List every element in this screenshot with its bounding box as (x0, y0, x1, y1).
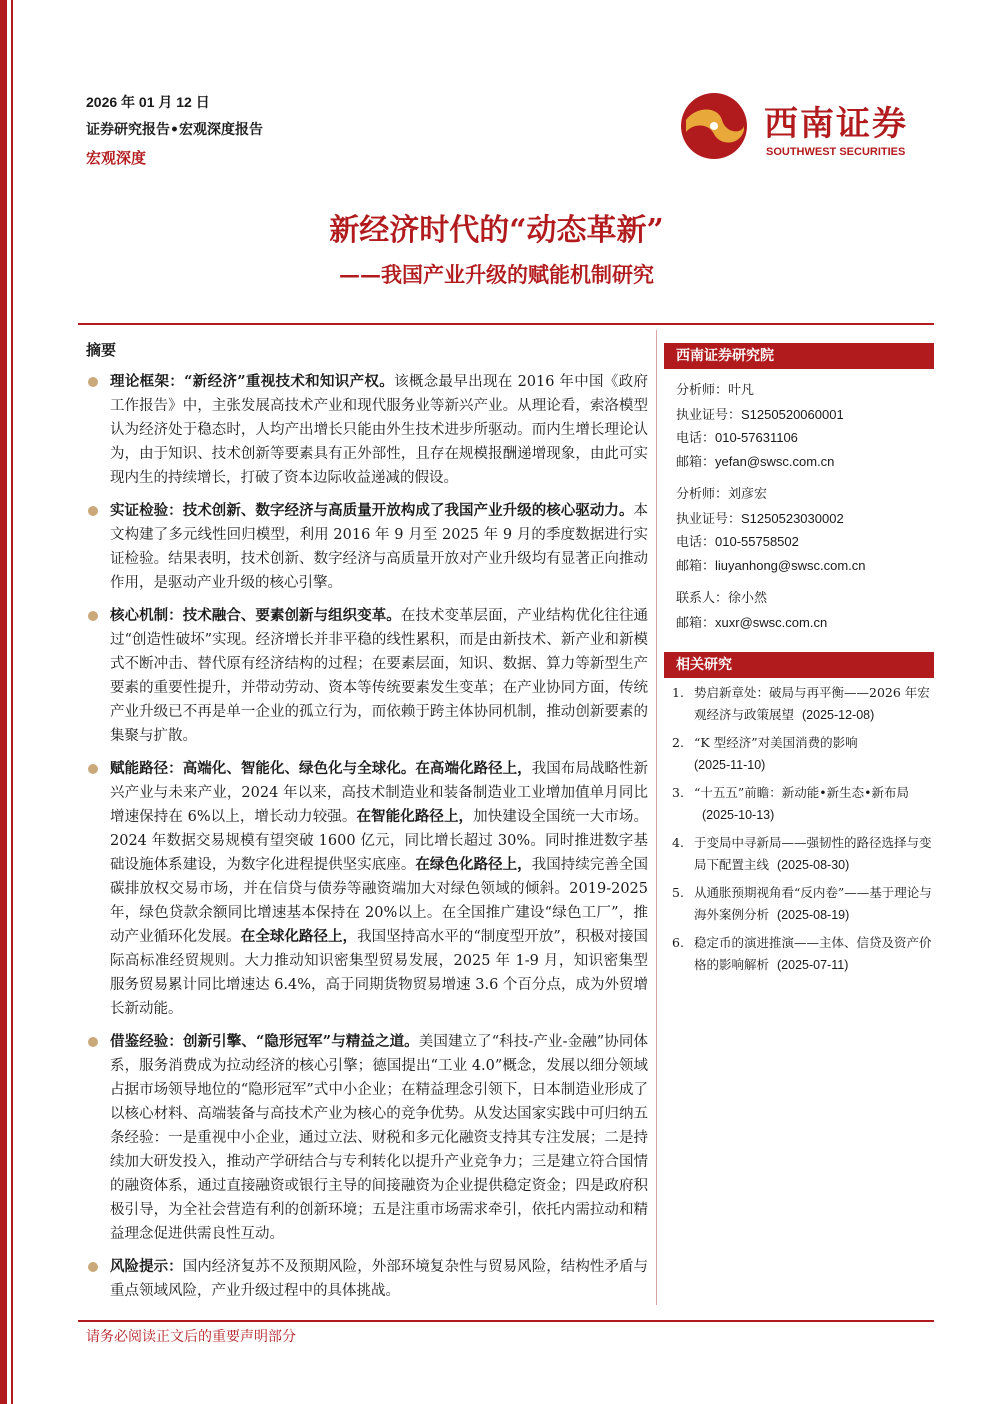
related-num: 6. (672, 935, 684, 950)
label: 执业证号： (676, 511, 742, 527)
label: 执业证号： (676, 407, 742, 423)
contact-name-row (676, 587, 931, 611)
logo-name-en: SOUTHWEST SECURITIES (766, 146, 906, 158)
abstract-item (86, 499, 648, 595)
path-global-text: 我国坚持高水平的“制度型开放”，积极对接国际高标准经贸规则。大力推动知识密集型贸易发展，2025 年 1-9 月，知识密集型服务贸易累计同比增速达 6.4%，高于同期货物贸易增速 3.6 个百分点，成为外贸增长新动能。 (110, 929, 649, 1017)
footer-notice: 请务必阅读正文后的重要声明部分 (86, 1329, 296, 1345)
abstract-item-text: 在技术变革层面，产业结构优化往往通过“创造性破坏”实现。经济增长并非平稳的线性累积，而是由新技术、新产业和新模式不断冲击、替代原有经济结构的过程；在要素层面，知识、数据、算力等新型生产要素的重要性提升，并带动劳动、资本等传统要素发生变革；在产业协同方面，传统产业升级已不再是单一企业的孤立行为，而依赖于跨主体协同机制，推动创新要素的集聚与扩散。 (110, 608, 649, 744)
abstract-heading: 摘要 (86, 341, 117, 359)
column-divider (656, 330, 657, 1305)
related-title: 势启新章处：破局与再平衡——2026 年宏观经济与政策展望 (694, 685, 930, 722)
path-smart-lead: 在智能化路径上， (356, 808, 474, 825)
abstract-item-lead: 借鉴经验：创新引擎、“隐形冠军”与精益之道。 (110, 1033, 419, 1050)
abstract-item (86, 757, 648, 1021)
related-num: 5. (672, 885, 684, 900)
abstract-item-lead: 实证检验：技术创新、数字经济与高质量开放构成了我国产业升级的核心驱动力。 (110, 502, 634, 519)
analyst-name: 刘彦宏 (728, 487, 768, 502)
related-research-header: 相关研究 (664, 652, 934, 678)
contact-email[interactable]: xuxr@swsc.com.cn (715, 614, 828, 630)
path-green-text: 我国持续完善全国碳排放权交易市场，并在信贷与债券等融资端加大对绿色领域的倾斜。2019-2025 年，绿色贷款余额同比增速基本保持在 20%以上。在全国推广建设“绿色工厂”，推动产业循环化发展。 (110, 857, 649, 945)
bullet-icon (88, 611, 98, 621)
bullet-icon (88, 1037, 98, 1047)
analyst-name: 叶凡 (728, 383, 755, 398)
abstract-item (86, 1030, 648, 1246)
analyst-info (676, 379, 931, 634)
analyst-email-row (676, 554, 931, 578)
report-type: 证券研究报告•宏观深度报告 (86, 122, 263, 138)
analyst-license: S1250523030002 (741, 510, 844, 526)
footer-divider (78, 1320, 934, 1322)
related-title: 于变局中寻新局——强韧性的路径选择与变局下配置主线 (694, 835, 932, 872)
analyst-phone: 010-57631106 (715, 430, 798, 445)
related-date: (2025-10-13) (702, 808, 775, 822)
abstract-item-text: 国内经济复苏不及预期风险，外部环境复杂性与贸易风险，结构性矛盾与重点领域风险，产业升级过程中的具体挑战。 (110, 1259, 649, 1299)
bullet-icon (88, 377, 98, 387)
label: 邮箱： (676, 558, 716, 574)
path-green-lead: 在绿色化路径上， (415, 856, 532, 873)
related-num: 1. (672, 685, 684, 700)
related-num: 4. (672, 835, 684, 850)
related-item[interactable] (672, 882, 932, 926)
analyst-email-row (676, 450, 931, 474)
analyst-phone-row (676, 530, 931, 554)
related-date: (2025-08-30) (777, 858, 850, 872)
analyst-phone: 010-55758502 (715, 534, 799, 549)
contact-name: 徐小然 (728, 591, 768, 606)
related-title: 稳定币的演进推演——主体、信贷及资产价格的影响解析 (694, 935, 932, 972)
analyst-license-row (676, 507, 931, 531)
report-subtitle: ——我国产业升级的赋能机制研究 (339, 262, 654, 287)
abstract-item-text: 该概念最早出现在 2016 年中国《政府工作报告》中，主张发展高技术产业和现代服务业等新兴产业。从理论看，索洛模型认为经济处于稳态时，人均产出增长只能由外生技术进步所驱动。而内生增长理论认为，由于知识、技术创新等要素具有正外部性，且存在规模报酬递增现象，由此可实现内生的持续增长，打破了资本边际收益递减的假设。 (110, 374, 648, 486)
report-date: 2026 年 01 月 12 日 (86, 94, 210, 110)
abstract-list (86, 370, 648, 1312)
abstract-item-lead: 赋能路径：高端化、智能化、绿色化与全球化。 (110, 760, 416, 777)
abstract-item-lead: 理论框架：“新经济”重视技术和知识产权。 (110, 373, 395, 390)
analyst-license-row (676, 403, 931, 427)
institute-header: 西南证券研究院 (664, 343, 934, 369)
related-num: 3. (672, 785, 684, 800)
logo-name-cn: 西南证券 (764, 104, 908, 144)
analyst-license: S1250520060001 (741, 406, 844, 422)
label: 分析师： (676, 487, 729, 502)
report-title: 新经济时代的“动态革新” (329, 213, 664, 248)
analyst-phone-row (676, 426, 931, 450)
path-highend-text: 我国布局战略性新兴产业与未来产业，2024 年以来，高技术制造业和装备制造业工业增加值单月同比增速保持在 6%以上，增长动力较强。 (110, 761, 649, 825)
analyst-name-row (676, 483, 931, 507)
company-logo (678, 90, 923, 162)
label: 分析师： (676, 383, 729, 398)
related-item[interactable] (672, 782, 932, 826)
abstract-item (86, 370, 648, 490)
related-date: (2025-12-08) (802, 708, 875, 722)
related-title: 从通胀预期视角看“反内卷”——基于理论与海外案例分析 (694, 885, 932, 922)
related-date: (2025-11-10) (694, 758, 766, 772)
abstract-item-lead: 核心机制：技术融合、要素创新与组织变革。 (110, 607, 401, 624)
label: 邮箱： (676, 454, 716, 470)
related-item[interactable] (672, 832, 932, 876)
path-smart-text: 加快建设全国统一大市场。2024 年数据交易规模有望突破 1600 亿元，同比增长超过 30%。同时推进数字基础设施体系建设，为数字化进程提供坚实底座。 (110, 809, 648, 873)
header-divider (78, 323, 934, 325)
logo-emblem-icon (678, 90, 750, 162)
path-highend-lead: 在高端化路径上， (415, 760, 532, 777)
abstract-item-text: 本文构建了多元线性回归模型，利用 2016 年 9 月至 2025 年 9 月的季度数据进行实证检验。结果表明，技术创新、数字经济与高质量开放对产业升级均有显著正向推动作用，是驱动产业升级的核心引擎。 (110, 503, 648, 591)
related-research-list (672, 682, 932, 982)
contact-email-row (676, 611, 931, 635)
label: 电话： (676, 431, 716, 446)
abstract-item (86, 604, 648, 748)
related-item[interactable] (672, 732, 932, 776)
label: 邮箱： (676, 615, 716, 631)
bullet-icon (88, 764, 98, 774)
related-date: (2025-07-11) (777, 958, 849, 972)
related-date: (2025-08-19) (777, 908, 850, 922)
bullet-icon (88, 1262, 98, 1272)
bullet-icon (88, 506, 98, 516)
path-global-lead: 在全球化路径上， (240, 928, 358, 945)
abstract-item (86, 1255, 648, 1303)
related-item[interactable] (672, 932, 932, 976)
abstract-item-lead: 风险提示： (110, 1258, 183, 1275)
analyst-email[interactable]: yefan@swsc.com.cn (715, 453, 835, 469)
report-category: 宏观深度 (86, 149, 147, 167)
label: 联系人： (676, 591, 729, 606)
label: 电话： (676, 535, 716, 550)
related-title: “K 型经济”对美国消费的影响 (694, 735, 858, 750)
related-item[interactable] (672, 682, 932, 726)
related-num: 2. (672, 735, 684, 750)
analyst-name-row (676, 379, 931, 403)
abstract-item-text: 美国建立了“科技-产业-金融”协同体系，服务消费成为拉动经济的核心引擎；德国提出“工业 4.0”概念，发展以细分领域占据市场领导地位的“隐形冠军”式中小企业；在精益理念引领下，日本制造业形成了以核心材料、高端装备与高技术产业为核心的竞争优势。从发达国家实践中可归纳五条经验：一是重视中小企业，通过立法、财税和多元化融资支持其专注发展；二是持续加大研发投入，推动产学研结合与专利转化以提升产业竞争力；三是建立符合国情的融资体系，通过直接融资或银行主导的间接融资为企业提供稳定资金；四是政府积极引导，为全社会营造有利的创新环境；五是注重市场需求牵引，依托内需拉动和精益理念促进供需良性互动。 (110, 1034, 648, 1242)
analyst-email[interactable]: liuyanhong@swsc.com.cn (715, 557, 866, 573)
related-title: “十五五”前瞻：新动能•新生态•新布局 (694, 785, 910, 800)
